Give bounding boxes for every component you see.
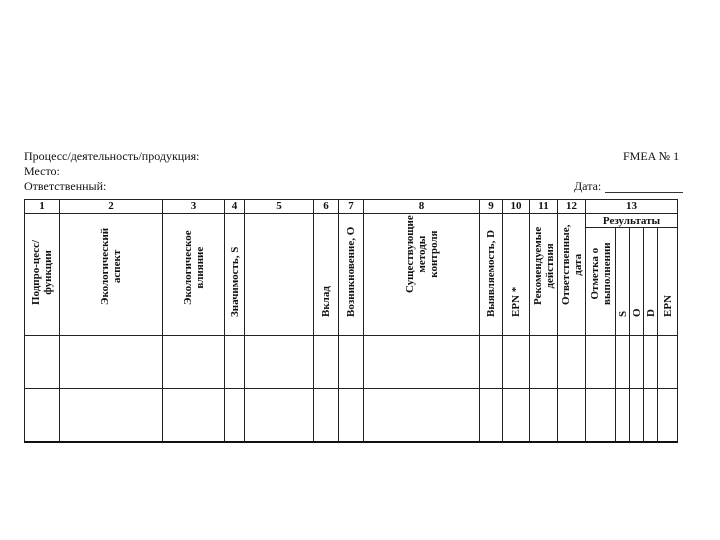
header-env-impact-line1: Экологическое — [181, 230, 194, 305]
header-result-s-text: S — [616, 310, 629, 317]
table-cell[interactable] — [630, 389, 644, 443]
fmea-table — [24, 199, 678, 443]
header-epn — [503, 214, 530, 336]
header-completion-line2: выполнении — [600, 242, 613, 305]
form-id: FMEA № 1 — [623, 149, 680, 163]
header-env-aspect-line1: Экологический — [99, 227, 111, 305]
table-cell[interactable] — [530, 336, 558, 389]
col-number-12: 12 — [558, 200, 586, 214]
header-result-o-text: O — [630, 308, 643, 317]
header-results-title: Результаты — [586, 214, 678, 228]
header-env-aspect-line2: аспект — [111, 249, 123, 284]
process-label: Процесс/деятельность/продукция: — [24, 149, 200, 163]
table-cell[interactable] — [163, 336, 225, 389]
col-number-4: 4 — [225, 200, 245, 214]
header-responsible-line2: дата — [571, 253, 584, 276]
table-cell[interactable] — [225, 389, 245, 443]
table-cell[interactable] — [314, 336, 339, 389]
table-cell[interactable] — [480, 336, 503, 389]
date-label: Дата: — [574, 179, 602, 193]
responsible-label: Ответственный: — [24, 179, 107, 193]
table-cell[interactable] — [245, 389, 314, 443]
table-cell[interactable] — [586, 389, 616, 443]
header-contribution — [314, 214, 339, 336]
table-cell[interactable] — [245, 336, 314, 389]
table-cell[interactable] — [314, 389, 339, 443]
table-cell[interactable] — [558, 336, 586, 389]
col-number-5: 5 — [245, 200, 314, 214]
table-cell[interactable] — [480, 389, 503, 443]
col-number-9: 9 — [480, 200, 503, 214]
header-col5 — [245, 214, 314, 336]
header-row — [25, 214, 678, 228]
header-subprocess-line2: функции — [42, 250, 54, 295]
header-env-impact — [163, 214, 225, 336]
col-number-1: 1 — [25, 200, 60, 214]
table-row — [25, 389, 678, 443]
header-occurrence — [339, 214, 364, 336]
header-subprocess — [25, 214, 60, 336]
table-cell[interactable] — [644, 336, 658, 389]
col-number-8: 8 — [364, 200, 480, 214]
header-actions-line2: действия — [543, 243, 556, 289]
table-cell[interactable] — [616, 389, 630, 443]
table-cell[interactable] — [558, 389, 586, 443]
col-number-10: 10 — [503, 200, 530, 214]
header-control-line3: контроля — [427, 230, 440, 278]
table-row — [25, 336, 678, 389]
table-cell[interactable] — [530, 389, 558, 443]
header-significance-text: Значимость, S — [228, 246, 241, 317]
date-blank — [605, 180, 683, 193]
table-cell[interactable] — [644, 389, 658, 443]
header-responsible-date — [558, 214, 586, 336]
header-epn-text: EPN * — [510, 286, 522, 317]
header-responsible-line1: Ответственные, — [559, 224, 572, 305]
date-field — [574, 179, 683, 193]
header-control-line1: Существующие — [403, 215, 416, 293]
header-result-epn-text: EPN — [661, 295, 674, 317]
col-number-11: 11 — [530, 200, 558, 214]
header-result-o — [630, 228, 644, 336]
col-number-7: 7 — [339, 200, 364, 214]
col-number-2: 2 — [60, 200, 163, 214]
col-number-3: 3 — [163, 200, 225, 214]
header-actions-line1: Рекомендуемые — [531, 226, 544, 305]
header-recommended-actions — [530, 214, 558, 336]
table-cell[interactable] — [25, 389, 60, 443]
table-cell[interactable] — [364, 389, 480, 443]
table-cell[interactable] — [503, 336, 530, 389]
header-result-d-text: D — [644, 309, 657, 317]
table-cell[interactable] — [586, 336, 616, 389]
table-cell[interactable] — [364, 336, 480, 389]
col-number-13: 13 — [586, 200, 678, 214]
header-significance — [225, 214, 245, 336]
place-label: Место: — [24, 164, 60, 178]
header-completion-line1: Отметка о — [588, 247, 601, 300]
header-completion-mark — [586, 228, 616, 336]
table-cell[interactable] — [25, 336, 60, 389]
col-number-6: 6 — [314, 200, 339, 214]
table-cell[interactable] — [658, 336, 678, 389]
table-cell[interactable] — [60, 389, 163, 443]
header-result-d — [644, 228, 658, 336]
header-subprocess-line1: Подпро-цесс/ — [30, 239, 42, 305]
table-cell[interactable] — [658, 389, 678, 443]
header-contribution-text: Вклад — [320, 286, 332, 317]
header-detectability — [480, 214, 503, 336]
header-result-epn — [658, 228, 678, 336]
header-env-aspect — [60, 214, 163, 336]
table-cell[interactable] — [339, 336, 364, 389]
column-number-row — [25, 200, 678, 214]
table-cell[interactable] — [60, 336, 163, 389]
table-cell[interactable] — [163, 389, 225, 443]
table-cell[interactable] — [339, 389, 364, 443]
header-result-s — [616, 228, 630, 336]
header-detectability-text: Выявляемость, D — [485, 229, 497, 317]
table-cell[interactable] — [503, 389, 530, 443]
header-occurrence-text: Возникновение, O — [345, 226, 357, 317]
table-cell[interactable] — [616, 336, 630, 389]
header-control-methods — [364, 214, 480, 336]
table-cell[interactable] — [630, 336, 644, 389]
header-env-impact-line2: влияние — [193, 246, 206, 289]
header-control-line2: методы — [415, 235, 428, 273]
table-cell[interactable] — [225, 336, 245, 389]
